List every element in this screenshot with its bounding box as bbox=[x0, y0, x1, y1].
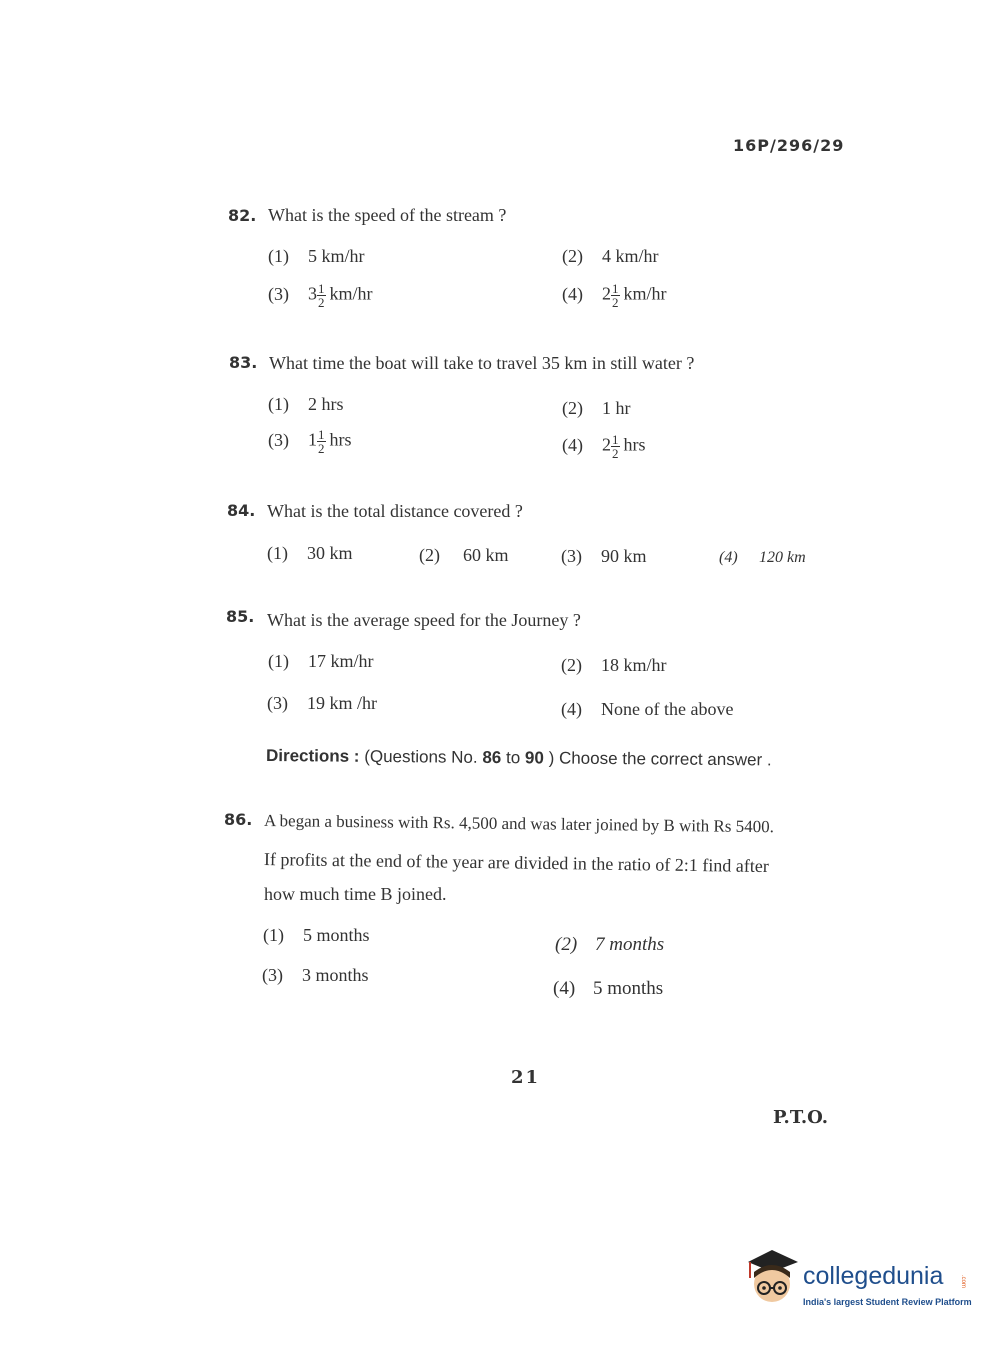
collegedunia-mascot-icon bbox=[742, 1248, 804, 1310]
fraction-numerator: 1 bbox=[318, 427, 325, 442]
question-number: 86. bbox=[224, 810, 253, 829]
option-number: (3) bbox=[267, 693, 288, 713]
fraction-numerator: 1 bbox=[318, 281, 325, 296]
option-number: (2) bbox=[562, 398, 583, 418]
option-text: 18 km/hr bbox=[601, 655, 667, 675]
option bbox=[555, 934, 664, 956]
paper-code: 16P/296/29 bbox=[733, 136, 845, 155]
option-text: 5 km/hr bbox=[308, 246, 365, 266]
logo-wordmark: collegedunia bbox=[803, 1262, 944, 1290]
option-text: 7 months bbox=[595, 934, 665, 955]
option bbox=[561, 546, 647, 567]
option-number: (1) bbox=[268, 246, 289, 266]
option-number: (4) bbox=[719, 549, 738, 566]
directions-from: 86 bbox=[482, 747, 502, 768]
directions-label: Directions : bbox=[265, 746, 360, 766]
question-text: What is the average speed for the Journey ? bbox=[267, 610, 581, 630]
option bbox=[263, 925, 370, 946]
fraction bbox=[611, 282, 620, 309]
option bbox=[267, 543, 353, 564]
option bbox=[268, 394, 344, 415]
option-text: 60 km bbox=[463, 545, 509, 565]
option-text: 5 months bbox=[303, 925, 370, 945]
option-unit: km/hr bbox=[329, 283, 373, 304]
option-number: (2) bbox=[555, 934, 578, 955]
option-number: (4) bbox=[553, 978, 576, 999]
option-unit: hrs bbox=[623, 434, 646, 455]
fraction-denominator: 2 bbox=[612, 446, 619, 461]
option-text: 19 km /hr bbox=[307, 693, 377, 713]
question-number: 82. bbox=[228, 206, 257, 225]
pto-label: P.T.O. bbox=[773, 1107, 829, 1128]
logo-suffix: .com bbox=[960, 1275, 966, 1289]
option-number: (2) bbox=[419, 545, 440, 565]
fraction-denominator: 2 bbox=[318, 295, 325, 310]
option-number: (3) bbox=[268, 429, 289, 450]
fraction-numerator: 1 bbox=[612, 432, 619, 447]
option bbox=[719, 549, 806, 567]
option-number: (4) bbox=[562, 283, 583, 304]
fraction-numerator: 1 bbox=[612, 281, 619, 296]
option bbox=[268, 651, 374, 672]
option bbox=[562, 398, 631, 419]
option bbox=[562, 433, 646, 460]
option-number: (1) bbox=[268, 651, 289, 671]
logo-tagline: India's largest Student Review Platform bbox=[803, 1297, 972, 1307]
question-text: What is the speed of the stream ? bbox=[268, 205, 507, 225]
question-number: 84. bbox=[227, 501, 256, 520]
option bbox=[262, 965, 369, 986]
fraction-denominator: 2 bbox=[612, 295, 619, 310]
option bbox=[562, 282, 667, 309]
option-unit: hrs bbox=[329, 429, 352, 450]
option bbox=[561, 699, 733, 720]
mixed-whole: 2 bbox=[602, 283, 611, 304]
option bbox=[267, 693, 377, 714]
option-number: (1) bbox=[263, 925, 284, 945]
question-text-line: how much time B joined. bbox=[264, 884, 447, 904]
option bbox=[562, 246, 659, 267]
option-number: (2) bbox=[562, 246, 583, 266]
question-number: 83. bbox=[229, 353, 258, 372]
fraction bbox=[317, 282, 326, 309]
option-unit: km/hr bbox=[623, 283, 667, 304]
question-text-line: A began a business with Rs. 4,500 and was later joined by B with Rs 5400. bbox=[263, 811, 775, 837]
option bbox=[268, 246, 365, 267]
directions-post: ) Choose the correct answer . bbox=[548, 748, 772, 770]
option bbox=[268, 428, 352, 455]
question-number: 85. bbox=[226, 607, 255, 626]
fraction-denominator: 2 bbox=[318, 441, 325, 456]
option-text: 5 months bbox=[593, 978, 664, 999]
option-number: (3) bbox=[268, 283, 289, 304]
option-number: (1) bbox=[268, 394, 289, 414]
option-text: None of the above bbox=[601, 699, 734, 719]
option-number: (2) bbox=[561, 655, 582, 675]
option-number: (3) bbox=[262, 965, 283, 985]
question-text-line: If profits at the end of the year are divided in the ratio of 2:1 find after bbox=[263, 849, 769, 877]
option-number: (1) bbox=[267, 543, 288, 563]
option-text: 90 km bbox=[601, 546, 647, 566]
directions-pre: (Questions No. bbox=[364, 746, 478, 767]
directions bbox=[266, 746, 772, 770]
option-number: (3) bbox=[561, 546, 582, 566]
option bbox=[561, 655, 667, 676]
option-text: 17 km/hr bbox=[308, 651, 374, 671]
mixed-whole: 1 bbox=[308, 429, 317, 450]
option-text: 120 km bbox=[759, 549, 806, 566]
option-text: 30 km bbox=[307, 543, 353, 563]
option-text: 1 hr bbox=[602, 398, 631, 418]
directions-to: 90 bbox=[524, 748, 544, 768]
option-text: 3 months bbox=[302, 965, 369, 985]
fraction bbox=[611, 433, 620, 460]
option-number: (4) bbox=[562, 434, 583, 455]
option bbox=[553, 978, 663, 1000]
option-number: (4) bbox=[561, 699, 582, 719]
question-text: What is the total distance covered ? bbox=[267, 501, 523, 521]
mixed-whole: 3 bbox=[308, 283, 317, 304]
option-text: 2 hrs bbox=[308, 394, 344, 414]
fraction bbox=[317, 428, 326, 455]
page-number: 21 bbox=[511, 1067, 541, 1088]
directions-to-word: to bbox=[505, 748, 521, 768]
option bbox=[268, 282, 373, 309]
question-text: What time the boat will take to travel 35 km in still water ? bbox=[269, 353, 695, 373]
option bbox=[419, 545, 509, 566]
option-text: 4 km/hr bbox=[602, 246, 659, 266]
mixed-whole: 2 bbox=[602, 434, 611, 455]
